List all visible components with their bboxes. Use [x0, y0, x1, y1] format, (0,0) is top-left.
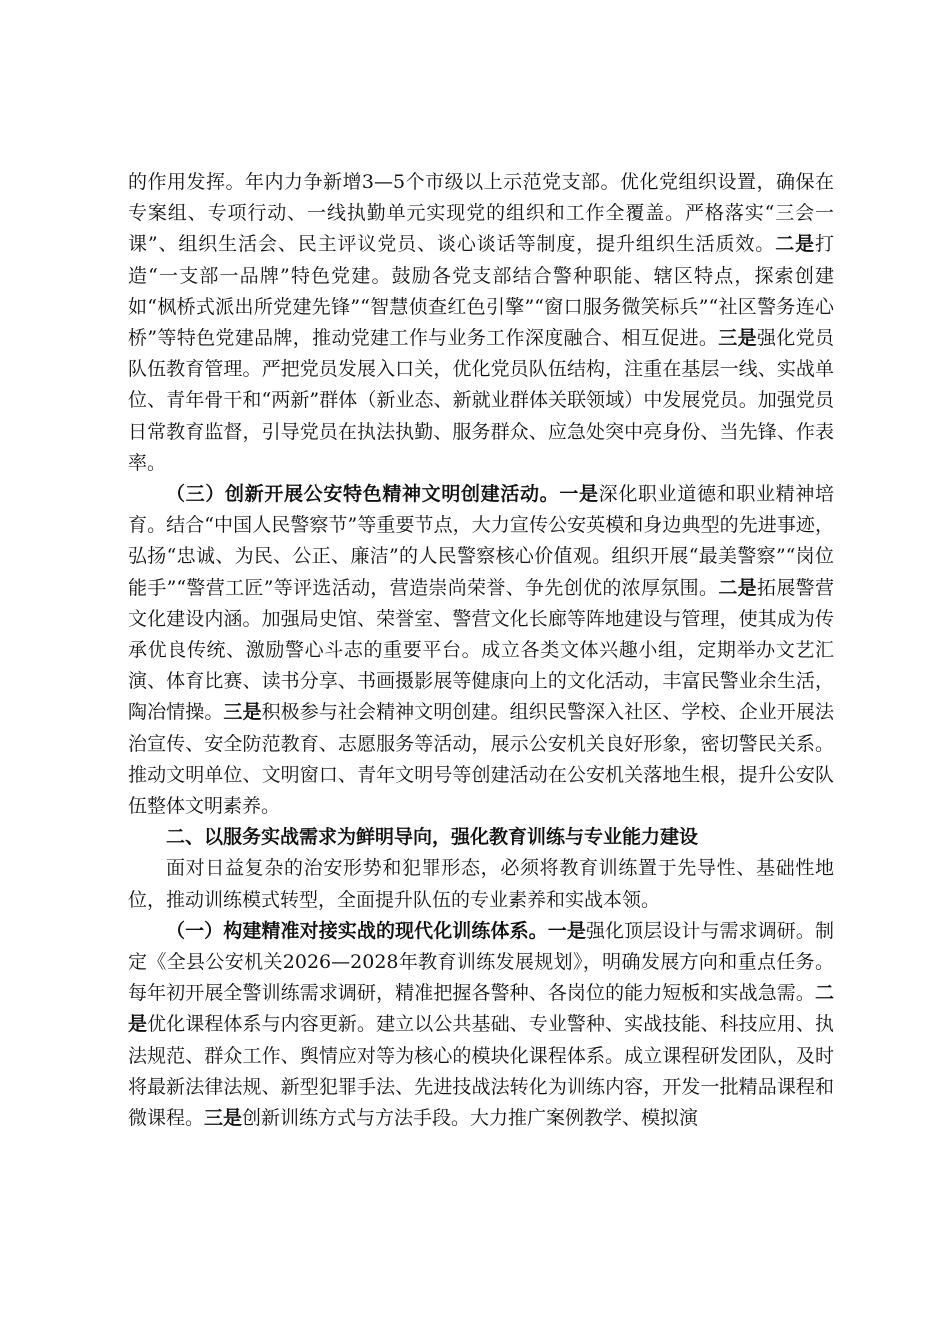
text-run: 深化职业道德和职业精神培育。结合“中国人民警察节”等重要节点，大力宣传公安英模和身边典型的先进事迹，弘扬“忠诚、为民、公正、廉洁”的人民警察核心价值观。组织开展“最美警察”“岗位能手”“警营工匠”等评选活动，营造崇尚荣誉、争先创优的浓厚氛围。: [128, 483, 834, 599]
text-run: 创新训练方式与方法手段。大力推广案例教学、模拟演: [242, 1107, 699, 1130]
text-run: 面对日益复杂的治安形势和犯罪形态，必须将教育训练置于先导性、基础性地位，推动训练模式转型，全面提升队伍的专业素养和实战本领。: [128, 857, 834, 911]
paragraph-training-system: [128, 916, 834, 1134]
paragraph-training-intro: [128, 853, 834, 915]
text-run: 优化课程体系与内容更新。建立以公共基础、专业警种、实战技能、科技应用、执法规范、群众工作、舆情应对等为核心的模块化课程体系。成立课程研发团队，及时将最新法律法规、新型犯罪手法、先进技战法转化为训练内容，开发一批精品课程和微课程。: [128, 1013, 834, 1130]
text-run: 的作用发挥。年内力争新增3—5个市级以上示范党支部。优化党组织设置，确保在专案组、专项行动、一线执勤单元实现党的组织和工作全覆盖。严格落实“三会一课”、组织生活会、民主评议党员、谈心谈话等制度，提升组织生活质效。: [128, 171, 834, 256]
text-run: 积极参与社会精神文明创建。组织民警深入社区、学校、企业开展法治宣传、安全防范教育、志愿服务等活动，展示公安机关良好形象，密切警民关系。推动文明单位、文明窗口、青年文明号等创建活动在公安机关落地生根，提升公安队伍整体文明素养。: [128, 701, 834, 818]
bold-marker: 二是: [718, 576, 757, 599]
paragraph-spiritual-civilization: [128, 479, 834, 822]
bold-marker: 二是: [128, 982, 834, 1036]
text-run: 打造“一支部一品牌”特色党建。鼓励各党支部结合警种职能、辖区特点，探索创建如“枫桥式派出所党建先锋”“智慧侦查红色引擎”“窗口服务微笑标兵”“社区警务连心桥”等特色党建品牌，推动党建工作与业务工作深度融合、相互促进。: [128, 233, 834, 350]
text-run: 强化党员队伍教育管理。严把党员发展入口关，优化党员队伍结构，注重在基层一线、实战单位、青年骨干和“两新”群体（新业态、新就业群体关联领域）中发展党员。加强党员日常教育监督，引导党员在执法执勤、服务群众、应急处突中亮身份、当先锋、作表率。: [128, 327, 834, 474]
document-page: [128, 167, 834, 1134]
subheading-run: （一）构建精准对接实战的现代化训练体系。一是: [166, 919, 586, 942]
text-run: 强化顶层设计与需求调研。制定《全县公安机关2026—2028年教育训练发展规划》，明确发展方向和重点任务。每年初开展全警训练需求调研，精准把握各警种、各岗位的能力短板和实战急需。: [128, 919, 834, 1005]
bold-marker: 二是: [775, 233, 815, 256]
paragraph-party-building-cont: [128, 167, 834, 479]
bold-marker: 三是: [223, 701, 262, 724]
section-heading-training: [128, 822, 834, 853]
section-heading-text: 二、以服务实战需求为鲜明导向，强化教育训练与专业能力建设: [166, 826, 699, 849]
text-run: 拓展警营文化建设内涵。加强局史馆、荣誉室、警营文化长廊等阵地建设与管理，使其成为传承优良传统、激励警心斗志的重要平台。成立各类文体兴趣小组，定期举办文艺汇演、体育比赛、读书分享、书画摄影展等健康向上的文化活动，丰富民警业余生活，陶冶情操。: [128, 576, 834, 724]
bold-marker: 三是: [718, 327, 757, 350]
bold-marker: 三是: [204, 1107, 243, 1130]
subheading-run: （三）创新开展公安特色精神文明创建活动。一是: [166, 483, 599, 506]
